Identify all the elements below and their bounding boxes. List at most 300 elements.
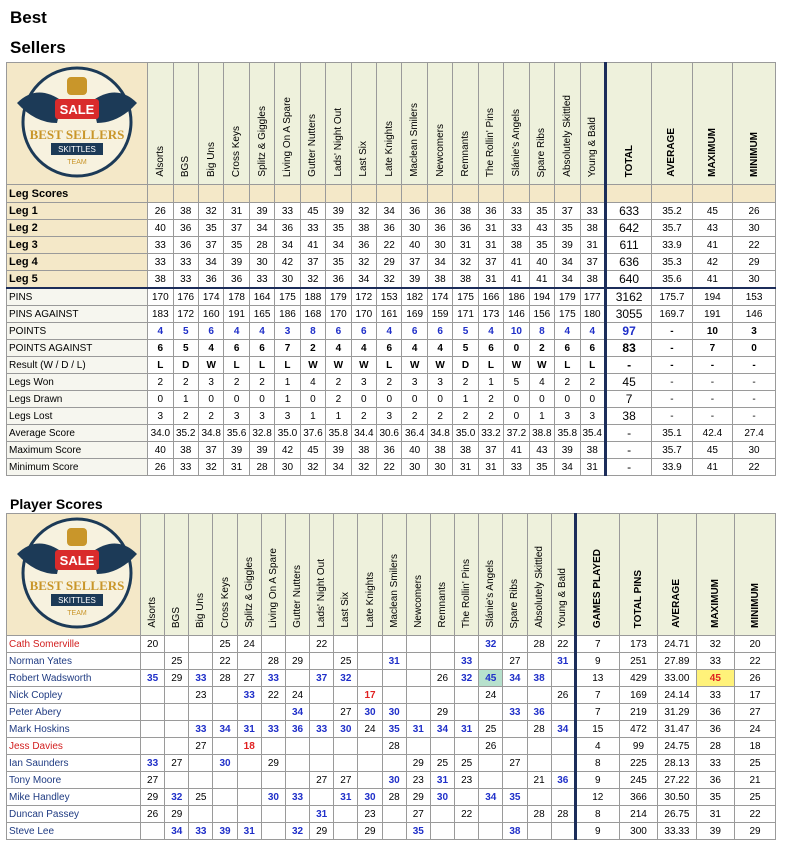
stat-summary: - (605, 357, 651, 374)
stat-value: D (453, 357, 478, 374)
stat-value: 8 (529, 323, 554, 340)
player-score: 33 (237, 687, 261, 704)
stat-value: 4 (402, 340, 427, 357)
player-score: 27 (141, 772, 165, 789)
player-score: 25 (213, 636, 237, 653)
stat-value: 30 (275, 459, 300, 476)
player-score (213, 687, 237, 704)
leg-summary: 26 (733, 203, 776, 220)
player-summary: 45 (696, 670, 734, 687)
player-row (7, 721, 776, 738)
player-summary: 26 (735, 670, 776, 687)
stat-row (7, 288, 776, 306)
player-score: 24 (358, 721, 382, 738)
leg-score: 38 (173, 203, 198, 220)
player-summary: 36 (696, 721, 734, 738)
stat-summary: - (652, 374, 692, 391)
player-score: 33 (189, 670, 213, 687)
leg-summary: 30 (733, 220, 776, 237)
leg-score: 35 (326, 220, 351, 237)
stat-value: 0 (504, 391, 529, 408)
stat-value: 0 (377, 391, 402, 408)
team-header: Maclean Smilers (382, 514, 406, 636)
team-header: Late Knights (358, 514, 382, 636)
player-score (141, 721, 165, 738)
player-score: 33 (261, 721, 285, 738)
player-row (7, 653, 776, 670)
player-summary: 22 (735, 653, 776, 670)
stat-value: 0 (148, 391, 173, 408)
stat-summary: 30 (733, 442, 776, 459)
stat-value: W (529, 357, 554, 374)
player-score: 31 (455, 721, 479, 738)
player-summary: 7 (575, 636, 619, 653)
player-name: Mark Hoskins (7, 721, 141, 738)
logo-sale-text: SALE (59, 553, 95, 568)
stat-summary: 33.9 (652, 459, 692, 476)
leg-score: 31 (478, 237, 503, 254)
player-score: 31 (237, 823, 261, 840)
stat-value: W (326, 357, 351, 374)
player-score: 32 (455, 670, 479, 687)
player-name: Ian Saunders (7, 755, 141, 772)
stat-value: 186 (504, 288, 529, 306)
stat-value: 26 (148, 459, 173, 476)
leg-score: 37 (555, 203, 580, 220)
player-score: 29 (165, 806, 189, 823)
player-summary: 25 (735, 755, 776, 772)
stat-value: 2 (427, 408, 452, 425)
stat-value: 4 (478, 323, 503, 340)
stat-value: 2 (478, 408, 503, 425)
leg-score: 35 (326, 254, 351, 271)
player-row (7, 636, 776, 653)
player-row (7, 755, 776, 772)
player-score (141, 687, 165, 704)
leg-score: 36 (351, 237, 376, 254)
stat-value: L (377, 357, 402, 374)
player-summary: 25 (735, 789, 776, 806)
stat-value: 0 (555, 391, 580, 408)
leg-score: 35 (529, 203, 554, 220)
leg-summary: 22 (733, 237, 776, 254)
team-header: Spare Ribs (529, 63, 554, 185)
stat-value: 0 (198, 391, 223, 408)
player-summary: 7 (575, 687, 619, 704)
player-score: 30 (334, 721, 358, 738)
stat-value: 170 (148, 288, 173, 306)
player-score (358, 755, 382, 772)
leg-score: 35 (224, 237, 249, 254)
stat-value: L (580, 357, 605, 374)
stat-value: 5 (453, 340, 478, 357)
stat-row (7, 391, 776, 408)
player-score: 29 (141, 789, 165, 806)
leg-score: 32 (300, 271, 325, 289)
stat-value: 172 (173, 306, 198, 323)
leg-score: 34 (555, 271, 580, 289)
player-summary: 33.00 (658, 670, 696, 687)
player-score: 29 (406, 755, 430, 772)
stat-value: 32.8 (249, 425, 274, 442)
player-score: 36 (285, 721, 309, 738)
leg-score: 32 (377, 271, 402, 289)
player-score: 30 (382, 704, 406, 721)
stat-summary: 175.7 (652, 288, 692, 306)
player-score (406, 704, 430, 721)
player-score: 28 (527, 806, 551, 823)
stat-value: 161 (377, 306, 402, 323)
leg-summary: 640 (605, 271, 651, 289)
player-score: 29 (261, 755, 285, 772)
stat-value: 8 (300, 323, 325, 340)
stat-value: 3 (427, 374, 452, 391)
team-header: Maclean Smilers (402, 63, 427, 185)
player-score (430, 823, 454, 840)
player-score: 29 (430, 704, 454, 721)
stat-value: 170 (351, 306, 376, 323)
player-score: 26 (141, 806, 165, 823)
stat-summary: - (733, 408, 776, 425)
player-score (189, 806, 213, 823)
player-score: 21 (527, 772, 551, 789)
stat-row (7, 425, 776, 442)
player-summary: 225 (619, 755, 657, 772)
stat-value: 2 (148, 374, 173, 391)
stat-summary: 35.1 (652, 425, 692, 442)
player-score: 26 (479, 738, 503, 755)
stat-value: 3 (555, 408, 580, 425)
player-score (382, 806, 406, 823)
player-score: 28 (382, 789, 406, 806)
player-score: 28 (527, 721, 551, 738)
stat-summary: 83 (605, 340, 651, 357)
player-score: 35 (503, 789, 527, 806)
stat-value: 39 (224, 442, 249, 459)
team-header: Newcomers (406, 514, 430, 636)
player-score (213, 738, 237, 755)
player-row (7, 823, 776, 840)
player-score: 31 (237, 721, 261, 738)
leg-score: 32 (198, 203, 223, 220)
player-score (503, 721, 527, 738)
leg-summary: 35.2 (652, 203, 692, 220)
player-score (237, 789, 261, 806)
logo-sale-text: SALE (59, 102, 95, 117)
stat-value: 4 (529, 374, 554, 391)
stat-value: 5 (173, 323, 198, 340)
player-score (165, 687, 189, 704)
stat-summary: 3162 (605, 288, 651, 306)
player-summary-header: MAXIMUM (696, 514, 734, 636)
stat-value: 30 (402, 459, 427, 476)
leg-score: 26 (148, 203, 173, 220)
leg-score: 33 (148, 254, 173, 271)
stat-value: 175 (453, 288, 478, 306)
leg-summary: 611 (605, 237, 651, 254)
player-score: 30 (382, 772, 406, 789)
leg-label: Leg 5 (7, 271, 148, 289)
player-score: 27 (189, 738, 213, 755)
player-score (310, 704, 334, 721)
leg-summary: 41 (692, 237, 732, 254)
stat-value: 3 (377, 408, 402, 425)
leg-score: 40 (148, 220, 173, 237)
player-score (358, 738, 382, 755)
player-scores-table (6, 513, 776, 840)
player-name: Nick Copley (7, 687, 141, 704)
stat-summary: 38 (605, 408, 651, 425)
player-summary: 24.71 (658, 636, 696, 653)
player-score (358, 636, 382, 653)
player-score (189, 772, 213, 789)
stat-value: 2 (555, 374, 580, 391)
player-score (527, 738, 551, 755)
stat-value: L (148, 357, 173, 374)
stat-value: 2 (402, 408, 427, 425)
player-score (527, 789, 551, 806)
player-score: 22 (551, 636, 575, 653)
stat-value: 166 (478, 288, 503, 306)
stat-value: 37.2 (504, 425, 529, 442)
player-score: 27 (334, 704, 358, 721)
stat-label: PINS (7, 288, 148, 306)
stat-value: 174 (427, 288, 452, 306)
stat-value: 35.4 (580, 425, 605, 442)
player-score (213, 772, 237, 789)
player-summary: 20 (735, 636, 776, 653)
leg-score: 37 (300, 254, 325, 271)
stat-row (7, 306, 776, 323)
player-score (237, 806, 261, 823)
player-score (479, 653, 503, 670)
team-header: Slánie's Angels (479, 514, 503, 636)
team-header: Young & Bald (551, 514, 575, 636)
stat-value: 4 (148, 323, 173, 340)
player-score: 27 (237, 670, 261, 687)
stat-summary: 42.4 (692, 425, 732, 442)
stat-value: 38.8 (529, 425, 554, 442)
stat-value: 3 (275, 408, 300, 425)
player-summary: 27 (735, 704, 776, 721)
player-score (165, 738, 189, 755)
leg-score: 34 (555, 254, 580, 271)
stat-value: 1 (453, 391, 478, 408)
player-score (406, 653, 430, 670)
player-score: 27 (334, 772, 358, 789)
player-score (261, 738, 285, 755)
player-score: 38 (503, 823, 527, 840)
player-score: 45 (479, 670, 503, 687)
player-summary: 24.14 (658, 687, 696, 704)
leg-score: 36 (478, 203, 503, 220)
leg-score: 41 (504, 271, 529, 289)
stat-value: L (224, 357, 249, 374)
player-score (551, 670, 575, 687)
leg-score: 38 (453, 203, 478, 220)
stat-value: 170 (326, 306, 351, 323)
leg-score: 38 (148, 271, 173, 289)
player-score: 25 (165, 653, 189, 670)
stat-value: 171 (453, 306, 478, 323)
team-header: Last Six (351, 63, 376, 185)
stat-value: 4 (198, 340, 223, 357)
stat-row (7, 340, 776, 357)
stat-value: 30.6 (377, 425, 402, 442)
stat-value: 6 (148, 340, 173, 357)
team-header: Young & Bald (580, 63, 605, 185)
stat-value: 39 (249, 442, 274, 459)
stat-value: 2 (580, 374, 605, 391)
leg-score: 35 (529, 237, 554, 254)
stat-value: 165 (249, 306, 274, 323)
player-summary: 32 (696, 636, 734, 653)
stat-summary: - (733, 391, 776, 408)
stat-row (7, 459, 776, 476)
player-summary: 26.75 (658, 806, 696, 823)
player-score (406, 670, 430, 687)
player-summary: 173 (619, 636, 657, 653)
player-score: 27 (503, 755, 527, 772)
stat-row (7, 357, 776, 374)
stat-value: 35 (529, 459, 554, 476)
stat-value: 34.4 (351, 425, 376, 442)
leg-score: 32 (351, 203, 376, 220)
player-score (310, 738, 334, 755)
team-header: Cross Keys (224, 63, 249, 185)
stat-summary: 194 (692, 288, 732, 306)
player-score (285, 806, 309, 823)
leg-summary: 29 (733, 254, 776, 271)
player-summary: 8 (575, 755, 619, 772)
stat-value: 177 (580, 288, 605, 306)
player-summary: 9 (575, 772, 619, 789)
leg-score: 45 (300, 203, 325, 220)
player-score (455, 823, 479, 840)
player-score: 31 (334, 789, 358, 806)
leg-score: 41 (504, 254, 529, 271)
stat-value: 6 (326, 323, 351, 340)
stat-value: 34 (326, 459, 351, 476)
stat-value: 3 (224, 408, 249, 425)
leg-summary: 41 (692, 271, 732, 289)
stat-value: 3 (198, 374, 223, 391)
player-score (358, 772, 382, 789)
stat-value: 38 (173, 442, 198, 459)
player-summary: 9 (575, 653, 619, 670)
stat-value: 2 (478, 391, 503, 408)
stat-value: 6 (402, 323, 427, 340)
leg-score: 38 (580, 220, 605, 237)
player-score: 31 (406, 721, 430, 738)
player-score: 31 (551, 653, 575, 670)
player-score: 38 (527, 670, 551, 687)
player-row (7, 772, 776, 789)
stat-value: 175 (555, 306, 580, 323)
player-summary: 33 (696, 687, 734, 704)
player-score: 36 (527, 704, 551, 721)
stat-value: 32 (300, 459, 325, 476)
team-header: Late Knights (377, 63, 402, 185)
player-score: 18 (237, 738, 261, 755)
player-score: 31 (382, 653, 406, 670)
leg-score: 31 (478, 220, 503, 237)
leg-score: 31 (580, 237, 605, 254)
summary-header: MAXIMUM (692, 63, 732, 185)
player-name: Jess Davies (7, 738, 141, 755)
stat-summary: 7 (605, 391, 651, 408)
player-score: 20 (141, 636, 165, 653)
player-score: 34 (285, 704, 309, 721)
player-summary: 300 (619, 823, 657, 840)
stat-value: 6 (555, 340, 580, 357)
player-score: 25 (455, 755, 479, 772)
player-score (141, 738, 165, 755)
player-summary: 24 (735, 721, 776, 738)
player-score: 39 (213, 823, 237, 840)
leg-score: 29 (377, 254, 402, 271)
player-score: 25 (479, 721, 503, 738)
leg-score: 30 (427, 237, 452, 254)
leg-score: 39 (224, 254, 249, 271)
player-score (479, 704, 503, 721)
team-header: Absolutely Skittled (527, 514, 551, 636)
player-score (285, 636, 309, 653)
player-score (334, 806, 358, 823)
stat-summary: - (605, 425, 651, 442)
player-score: 29 (285, 653, 309, 670)
stat-value: 2 (173, 408, 198, 425)
stat-value: 0 (580, 391, 605, 408)
stat-value: 31 (453, 459, 478, 476)
stat-row (7, 442, 776, 459)
logo-brand-text: BEST SELLERS (29, 578, 125, 593)
player-score (189, 653, 213, 670)
player-summary: 31 (696, 806, 734, 823)
stat-value: L (555, 357, 580, 374)
player-summary: 33 (696, 653, 734, 670)
team-header: Remnants (453, 63, 478, 185)
player-row (7, 806, 776, 823)
stat-value: 4 (377, 323, 402, 340)
stat-value: 2 (377, 374, 402, 391)
leg-score: 43 (529, 220, 554, 237)
player-summary: 9 (575, 823, 619, 840)
player-summary: 366 (619, 789, 657, 806)
leg-score: 33 (504, 203, 529, 220)
player-score: 31 (310, 806, 334, 823)
stat-value: 2 (326, 374, 351, 391)
player-score (334, 636, 358, 653)
leg-score: 36 (453, 220, 478, 237)
stat-value: 153 (377, 288, 402, 306)
stat-value: 176 (173, 288, 198, 306)
player-summary: 31.47 (658, 721, 696, 738)
player-score: 25 (189, 789, 213, 806)
player-summary: 214 (619, 806, 657, 823)
stat-value: 4 (580, 323, 605, 340)
stat-value: 183 (148, 306, 173, 323)
leg-summary: 30 (733, 271, 776, 289)
player-row (7, 704, 776, 721)
player-name: Robert Wadsworth (7, 670, 141, 687)
player-summary: 33 (696, 755, 734, 772)
stat-value: 33 (173, 459, 198, 476)
player-summary: 27.89 (658, 653, 696, 670)
player-score (141, 823, 165, 840)
stat-value: 7 (275, 340, 300, 357)
team-logo (7, 63, 147, 181)
